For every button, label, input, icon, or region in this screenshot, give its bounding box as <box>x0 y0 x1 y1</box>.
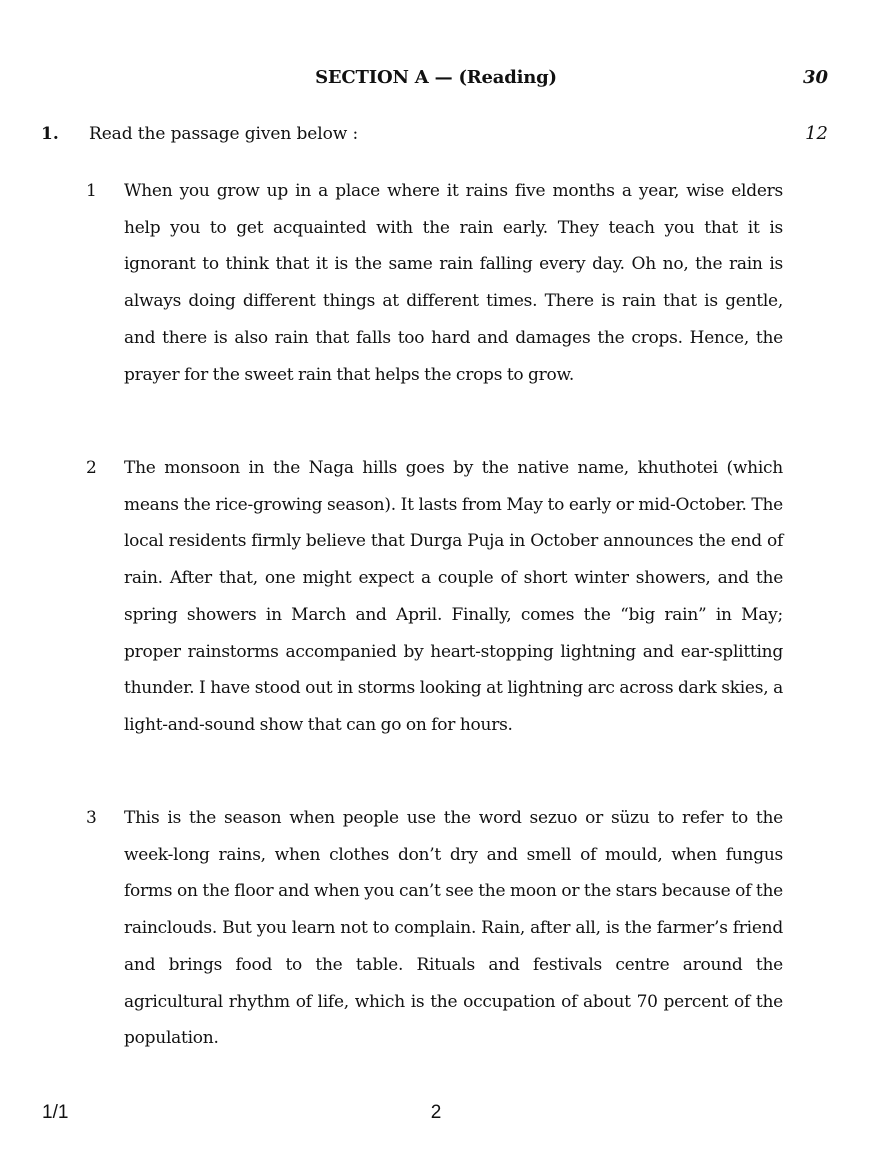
paragraph-number: 3 <box>86 808 97 828</box>
footer-page-number: 2 <box>430 1102 442 1123</box>
passage-paragraph-2 <box>86 450 783 744</box>
paragraph-text: The monsoon in the Naga hills goes by the native name, khuthotei (which means the rice-growing season). It lasts from May to early or mid-October. The local residents firmly believe that Durga Puja in October announces the end of rain. After that, one might expect a couple of short winter showers, and the spring showers in March and April. Finally, comes the “big rain” in May; proper rainstorms accompanied by heart-stopping lightning and ear-splitting thunder. I have stood out in storms looking at lightning arc across dark skies, a light-and-sound show that can go on for hours. <box>124 458 783 735</box>
section-marks: 30 <box>802 67 828 88</box>
question-prompt: Read the passage given below : <box>89 124 359 144</box>
paragraph-text: When you grow up in a place where it rains five months a year, wise elders help you to get acquainted with the rain early. They teach you that it is ignorant to think that it is the same rain falling every day. Oh no, the rain is always doing different things at different times. There is rain that is gentle, and there is also rain that falls too hard and damages the crops. Hence, the prayer for the sweet rain that helps the crops to grow. <box>124 181 783 385</box>
paragraph-number: 1 <box>86 181 97 201</box>
paragraph-text: This is the season when people use the word sezuo or süzu to refer to the week-long rains, when clothes don’t dry and smell of mould, when fungus forms on the floor and when you can’t see the moon or the stars because of the rainclouds. But you learn not to complain. Rain, after all, is the farmer’s friend and brings food to the table. Rituals and festivals centre around the agricultural rhythm of life, which is the occupation of about 70 percent of the population. <box>124 808 783 1049</box>
footer-code: 1/1 <box>42 1102 69 1123</box>
paragraph-number: 2 <box>86 458 97 478</box>
section-title: SECTION A — (Reading) <box>315 67 557 88</box>
passage-paragraph-3 <box>86 800 783 1057</box>
question-marks: 12 <box>805 123 828 144</box>
question-number: 1. <box>41 124 59 144</box>
passage-paragraph-1 <box>86 173 783 393</box>
